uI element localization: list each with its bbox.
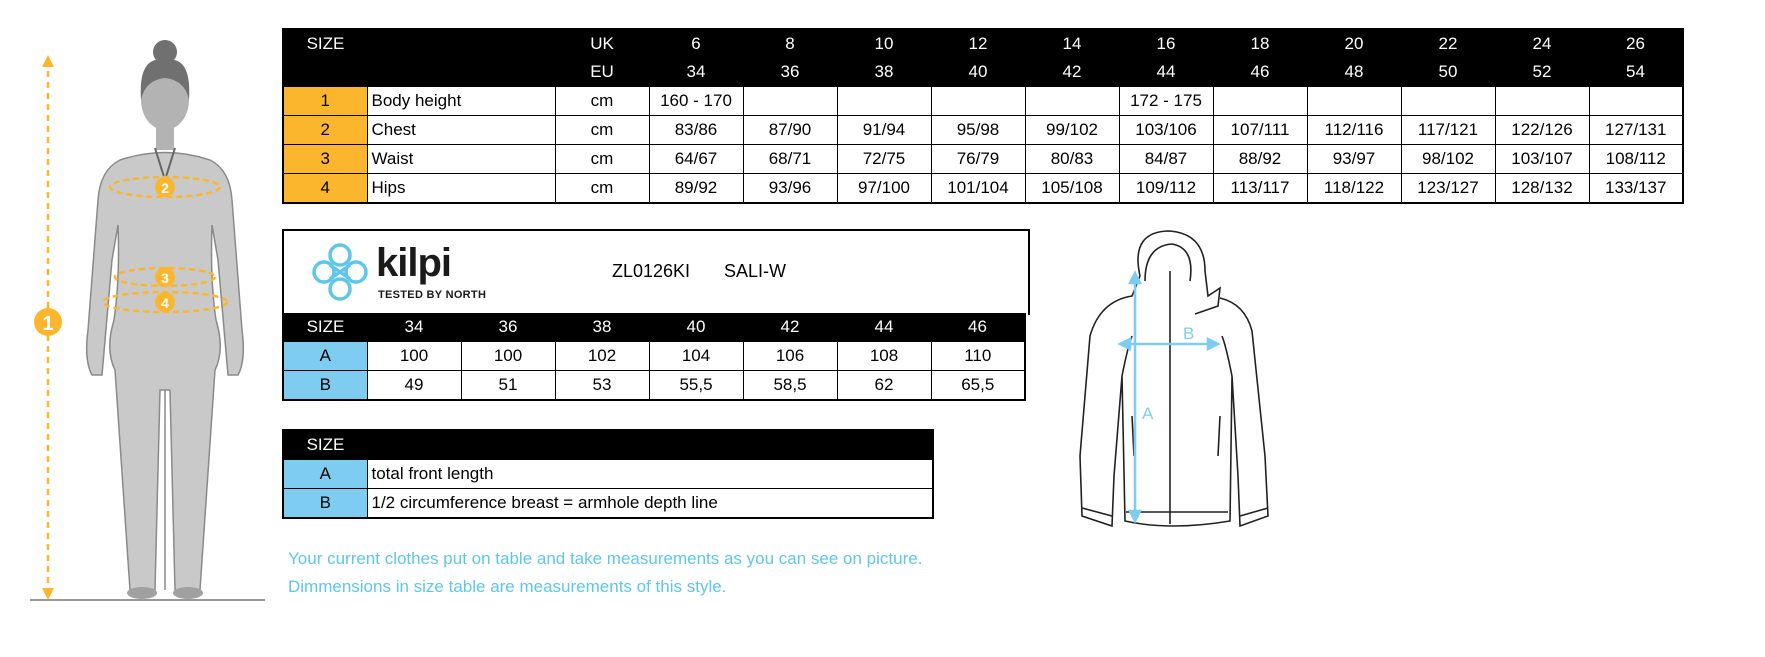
jacket-label-b: B [1183, 324, 1195, 343]
marker-3 [155, 267, 175, 287]
measure-number: 1 [283, 87, 367, 116]
measure-value: 72/75 [837, 145, 931, 174]
measure-value: 64/67 [649, 145, 743, 174]
measure-value: 98/102 [1401, 145, 1495, 174]
size-header-cell: 42 [1025, 58, 1119, 87]
measure-value: 93/97 [1307, 145, 1401, 174]
svg-text:3: 3 [161, 270, 169, 286]
measure-value: 93/96 [743, 174, 837, 204]
measure-unit: cm [555, 87, 649, 116]
product-size-label: SIZE [283, 313, 367, 342]
product-measure-value: 55,5 [649, 371, 743, 401]
measure-value: 128/132 [1495, 174, 1589, 204]
product-measure-value: 100 [367, 342, 461, 371]
measure-value: 109/112 [1119, 174, 1213, 204]
size-header-cell: 22 [1401, 29, 1495, 58]
svg-text:2: 2 [161, 180, 169, 196]
size-table-row [283, 87, 1683, 116]
size-header-spacer [367, 58, 555, 87]
measure-value: 108/112 [1589, 145, 1683, 174]
measure-value [1307, 87, 1401, 116]
size-header-cell: 8 [743, 29, 837, 58]
product-measure-value: 110 [931, 342, 1025, 371]
size-header-cell: 46 [1213, 58, 1307, 87]
legend-header-row [283, 430, 933, 460]
size-header-row [283, 58, 1683, 87]
measure-value [1401, 87, 1495, 116]
product-measure-value: 102 [555, 342, 649, 371]
measure-value [837, 87, 931, 116]
note-line-1: Your current clothes put on table and take measurements as you can see on picture. [288, 549, 923, 568]
product-measure-value: 104 [649, 342, 743, 371]
size-header-row [283, 29, 1683, 58]
measure-value: 113/117 [1213, 174, 1307, 204]
measure-value [1589, 87, 1683, 116]
svg-text:1: 1 [42, 313, 54, 335]
measure-name: Waist [367, 145, 555, 174]
product-size-cell: 46 [931, 313, 1025, 342]
body-figure-illustration [20, 30, 270, 610]
measure-value: 97/100 [837, 174, 931, 204]
size-header-label [283, 58, 367, 87]
measure-value: 105/108 [1025, 174, 1119, 204]
measure-value: 123/127 [1401, 174, 1495, 204]
measure-value: 127/131 [1589, 116, 1683, 145]
measure-name: Chest [367, 116, 555, 145]
measure-value: 160 - 170 [649, 87, 743, 116]
legend-header-label: SIZE [283, 430, 367, 460]
product-measure-value: 108 [837, 342, 931, 371]
size-header-cell: 52 [1495, 58, 1589, 87]
size-system-label: EU [555, 58, 649, 87]
measure-value: 133/137 [1589, 174, 1683, 204]
size-header-spacer [367, 29, 555, 58]
product-size-cell: 44 [837, 313, 931, 342]
product-header-row [283, 313, 1025, 342]
measure-number: 3 [283, 145, 367, 174]
size-table-row [283, 145, 1683, 174]
product-measure-value: 100 [461, 342, 555, 371]
legend-row [283, 489, 933, 519]
size-header-cell: 54 [1589, 58, 1683, 87]
product-header [282, 229, 1030, 315]
measure-number: 4 [283, 174, 367, 204]
measure-value: 89/92 [649, 174, 743, 204]
size-header-cell: 40 [931, 58, 1025, 87]
product-measure-value: 106 [743, 342, 837, 371]
measure-value: 122/126 [1495, 116, 1589, 145]
brand-tagline: TESTED BY NORTH [378, 289, 487, 301]
measure-value: 83/86 [649, 116, 743, 145]
product-size-table [282, 313, 1026, 401]
product-size-cell: 42 [743, 313, 837, 342]
legend-description: 1/2 circumference breast = armhole depth line [367, 489, 933, 519]
marker-4 [155, 292, 175, 312]
size-header-cell: 10 [837, 29, 931, 58]
product-measure-value: 51 [461, 371, 555, 401]
product-measure-label: A [283, 342, 367, 371]
measure-value: 172 - 175 [1119, 87, 1213, 116]
product-measure-label: B [283, 371, 367, 401]
brand-logo-text: kilpi [376, 241, 452, 285]
legend-label: B [283, 489, 367, 519]
product-size-cell: 40 [649, 313, 743, 342]
measure-unit: cm [555, 116, 649, 145]
measure-value: 112/116 [1307, 116, 1401, 145]
measure-value: 99/102 [1025, 116, 1119, 145]
measure-value: 84/87 [1119, 145, 1213, 174]
product-table-row [283, 371, 1025, 401]
measure-value: 88/92 [1213, 145, 1307, 174]
measure-value: 107/111 [1213, 116, 1307, 145]
measure-value [1025, 87, 1119, 116]
product-table-row [283, 342, 1025, 371]
measure-value [931, 87, 1025, 116]
product-measure-value: 58,5 [743, 371, 837, 401]
legend-label: A [283, 460, 367, 489]
product-measure-value: 49 [367, 371, 461, 401]
measure-value: 103/106 [1119, 116, 1213, 145]
measure-name: Hips [367, 174, 555, 204]
product-measure-value: 53 [555, 371, 649, 401]
size-header-cell: 44 [1119, 58, 1213, 87]
svg-text:4: 4 [161, 295, 169, 311]
size-header-cell: 6 [649, 29, 743, 58]
product-measure-value: 65,5 [931, 371, 1025, 401]
product-size-cell: 34 [367, 313, 461, 342]
product-name: SALI-W [724, 261, 787, 281]
measure-value: 103/107 [1495, 145, 1589, 174]
size-system-label: UK [555, 29, 649, 58]
size-header-cell: 48 [1307, 58, 1401, 87]
measure-value: 76/79 [931, 145, 1025, 174]
note-line-2: Dimmensions in size table are measurements of this style. [288, 577, 727, 596]
marker-2 [155, 177, 175, 197]
measure-number: 2 [283, 116, 367, 145]
size-header-cell: 50 [1401, 58, 1495, 87]
measure-unit: cm [555, 174, 649, 204]
size-header-cell: 20 [1307, 29, 1401, 58]
measure-value: 87/90 [743, 116, 837, 145]
kilpi-logo-icon [308, 239, 372, 305]
size-table-row [283, 116, 1683, 145]
product-code: ZL0126KI [612, 261, 691, 281]
marker-1 [34, 308, 62, 336]
measure-name: Body height [367, 87, 555, 116]
size-header-cell: 38 [837, 58, 931, 87]
size-header-cell: 34 [649, 58, 743, 87]
measure-value [743, 87, 837, 116]
jacket-illustration [1070, 226, 1270, 536]
jacket-label-a: A [1142, 404, 1154, 423]
size-header-cell: 24 [1495, 29, 1589, 58]
size-header-cell: 12 [931, 29, 1025, 58]
legend-description: total front length [367, 460, 933, 489]
measure-value: 95/98 [931, 116, 1025, 145]
measure-value: 80/83 [1025, 145, 1119, 174]
size-header-cell: 14 [1025, 29, 1119, 58]
measurement-legend-table [282, 429, 934, 519]
measure-unit: cm [555, 145, 649, 174]
measure-value: 118/122 [1307, 174, 1401, 204]
size-header-cell: 16 [1119, 29, 1213, 58]
product-size-cell: 36 [461, 313, 555, 342]
size-table-row [283, 174, 1683, 204]
size-header-cell: 18 [1213, 29, 1307, 58]
size-header-label: SIZE [283, 29, 367, 58]
product-size-cell: 38 [555, 313, 649, 342]
measure-value [1213, 87, 1307, 116]
product-measure-value: 62 [837, 371, 931, 401]
measure-value: 117/121 [1401, 116, 1495, 145]
legend-row [283, 460, 933, 489]
measure-value [1495, 87, 1589, 116]
measure-value: 91/94 [837, 116, 931, 145]
measure-value: 68/71 [743, 145, 837, 174]
legend-header-spacer [367, 430, 933, 460]
size-header-cell: 26 [1589, 29, 1683, 58]
body-size-table [282, 28, 1684, 204]
size-header-cell: 36 [743, 58, 837, 87]
measure-value: 101/104 [931, 174, 1025, 204]
